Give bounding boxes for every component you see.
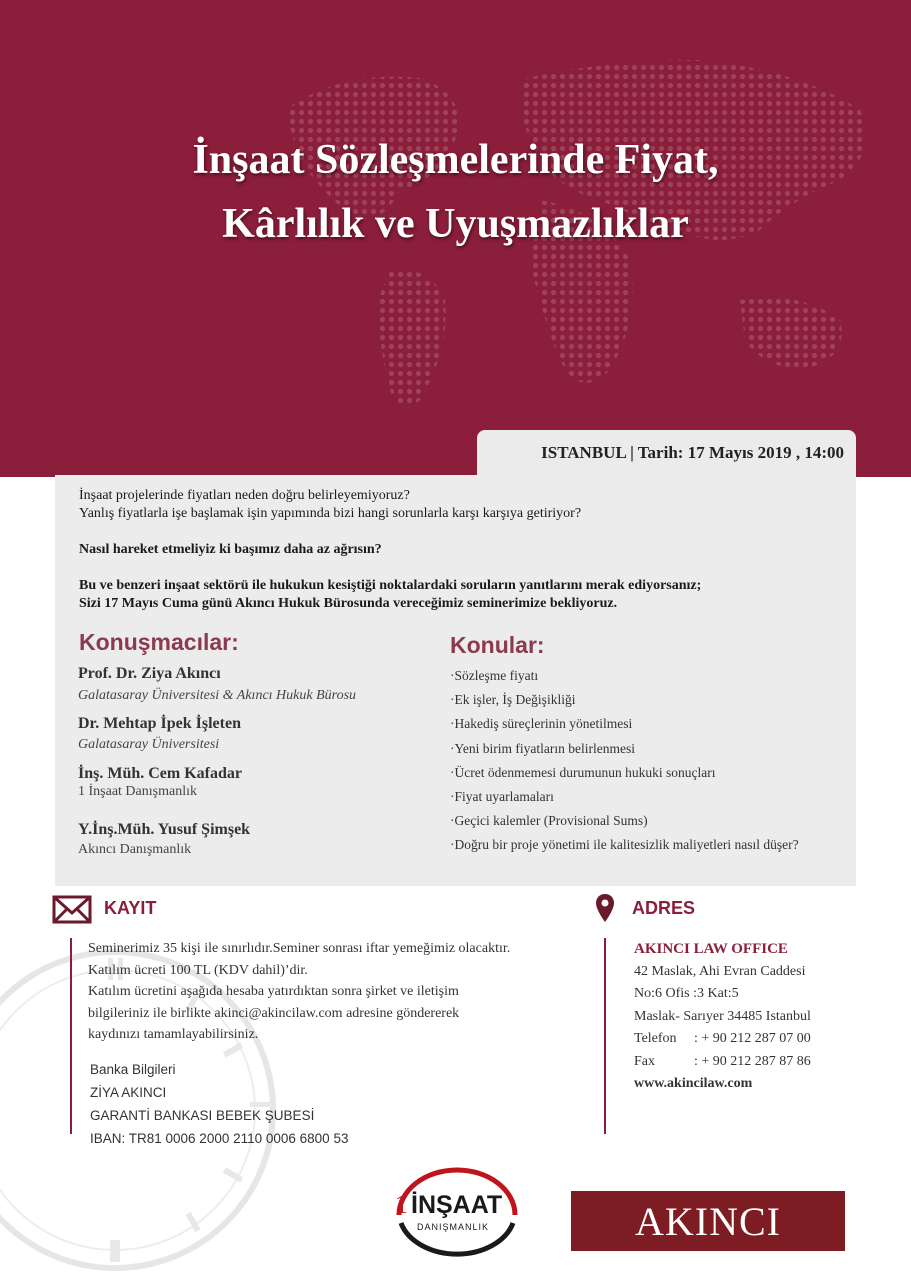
intro-text — [79, 487, 839, 613]
registration-line: Katılım ücreti 100 TL (KDV dahil)’dir. — [88, 962, 308, 978]
fax-row — [634, 1051, 864, 1074]
intro-question-1: İnşaat projelerinde fiyatları neden doğru belirleyemiyoruz? — [79, 488, 410, 503]
bank-iban: IBAN: TR81 0006 2000 2110 0006 6800 53 — [90, 1131, 349, 1146]
address-line: Maslak- Sarıyer 34485 Istanbul — [634, 1008, 811, 1024]
address-block — [634, 938, 864, 1096]
intro-question-2: Yanlış fiyatlarla işe başlamak işin yapımında bizi hangi sorunlarla karşı karşıya getiriyor? — [79, 506, 582, 521]
title-line-2: Kârlılık ve Uyuşmazlıklar — [222, 201, 689, 247]
divider — [604, 938, 606, 1134]
website-link[interactable]: www.akincilaw.com — [634, 1076, 753, 1091]
address-line: 42 Maslak, Ahi Evran Caddesi — [634, 963, 806, 979]
bank-info — [90, 1058, 490, 1150]
registration-line: kaydınızı tamamlayabilirsiniz. — [88, 1027, 259, 1042]
registration-line: Seminerimiz 35 kişi ile sınırlıdır.Seminer sonrası iftar yemeğimiz olacaktır. — [88, 941, 511, 956]
topic-item: ·Geçici kalemler (Provisional Sums) — [450, 813, 648, 829]
address-heading: ADRES — [632, 898, 696, 918]
address-line: No:6 Ofis :3 Kat:5 — [634, 986, 739, 1001]
title-line-1: İnşaat Sözleşmelerinde Fiyat, — [192, 137, 719, 183]
registration-text — [88, 938, 603, 1046]
header-band — [0, 0, 911, 477]
speaker-name: Prof. Dr. Ziya Akıncı — [78, 665, 221, 682]
topic-item: ·Ek işler, İş Değişikliği — [450, 692, 576, 708]
insaat-logo-word: İNŞAAT — [411, 1191, 503, 1219]
phone-row — [634, 1028, 864, 1051]
topic-item: ·Hakediş süreçlerinin yönetilmesi — [450, 716, 633, 732]
registration-line: bilgileriniz ile birlikte akinci@akincilaw.com adresine göndererek — [88, 1005, 460, 1021]
speaker-affiliation: Galatasaray Üniversitesi & Akıncı Hukuk Bürosu — [78, 688, 357, 703]
divider — [70, 938, 72, 1134]
speaker-affiliation: 1 İnşaat Danışmanlık — [78, 784, 197, 799]
insaat-danismanlik-logo — [387, 1157, 527, 1257]
fax-label: Fax — [634, 1053, 655, 1069]
intro-invite-2: Sizi 17 Mayıs Cuma günü Akıncı Hukuk Bürosunda vereceğimiz seminerimize bekliyoruz. — [79, 596, 618, 611]
speaker-name: Dr. Mehtap İpek İşleten — [78, 715, 241, 732]
phone-label: Telefon — [634, 1031, 677, 1046]
registration-line: Katılım ücretini aşağıda hesaba yatırdıktan sonra şirket ve iletişim — [88, 984, 459, 999]
firm-name: AKINCI LAW OFFICE — [634, 941, 788, 957]
topic-item: ·Yeni birim fiyatların belirlenmesi — [450, 740, 635, 756]
phone-value: : + 90 212 287 07 00 — [694, 1031, 811, 1046]
intro-invite-1: Bu ve benzeri inşaat sektörü ile hukukun kesiştiği noktalardaki soruların yanıtlarını merak ediyorsanız; — [79, 578, 702, 593]
speaker-name: Y.İnş.Müh. Yusuf Şimşek — [78, 821, 251, 838]
topic-item: ·Ücret ödenmemesi durumunun hukuki sonuçları — [450, 764, 716, 780]
topic-item: ·Fiyat uyarlamaları — [450, 789, 554, 805]
location-pin-icon — [595, 893, 615, 923]
speaker-affiliation: Akıncı Danışmanlık — [78, 842, 192, 857]
akinci-logo — [571, 1191, 845, 1251]
topics-list — [450, 664, 850, 858]
speakers-heading: Konuşmacılar: — [79, 629, 239, 655]
bank-branch: GARANTİ BANKASI BEBEK ŞUBESİ — [90, 1108, 315, 1123]
registration-heading: KAYIT — [104, 898, 157, 918]
akinci-logo-text: AKINCI — [635, 1198, 781, 1244]
date-banner: ISTANBUL | Tarih: 17 Mayıs 2019 , 14:00 — [477, 430, 856, 475]
bank-account-name: ZİYA AKINCI — [90, 1085, 167, 1100]
topics-heading: Konular: — [450, 632, 545, 658]
speaker-affiliation: Galatasaray Üniversitesi — [78, 737, 220, 752]
intro-question-3: Nasıl hareket etmeliyiz ki başımız daha az ağrısın? — [79, 542, 382, 557]
bank-title: Banka Bilgileri — [90, 1062, 176, 1077]
main-title — [0, 128, 911, 256]
fax-value: : + 90 212 287 87 86 — [694, 1053, 811, 1069]
topic-item: ·Sözleşme fiyatı — [450, 668, 539, 683]
speaker-name: İnş. Müh. Cem Kafadar — [78, 765, 243, 782]
insaat-logo-sub: DANIŞMANLIK — [417, 1222, 490, 1232]
insaat-logo-number: 1 — [395, 1190, 408, 1219]
envelope-icon — [52, 894, 92, 926]
topic-item: ·Doğru bir proje yönetimi ile kalitesizlik maliyetleri nasıl düşer? — [450, 837, 799, 853]
